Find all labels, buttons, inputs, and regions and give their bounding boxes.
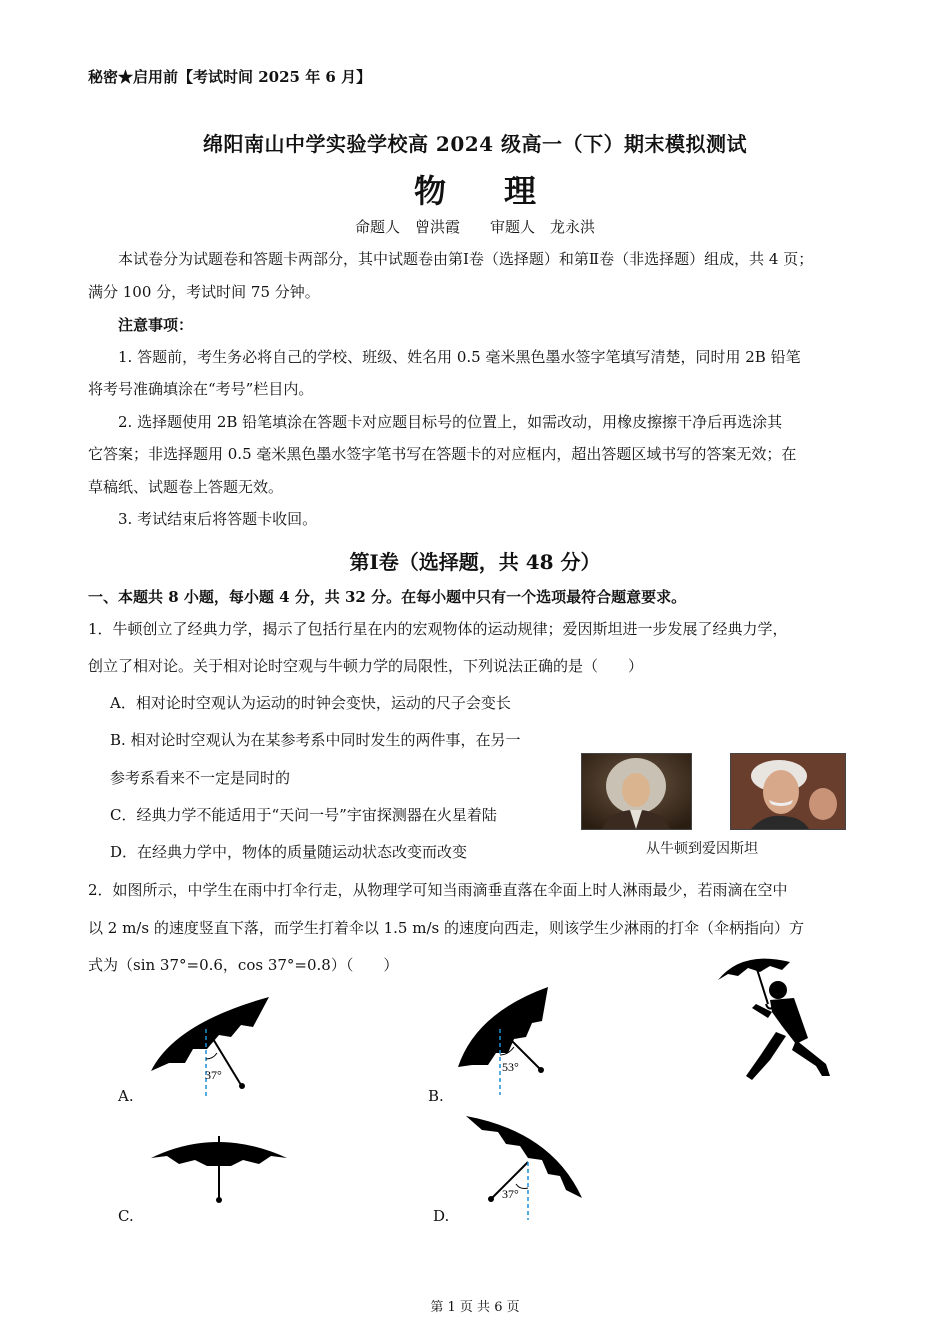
angle-label-b: 53° — [502, 1060, 519, 1074]
q1-stem-line-2: 创立了相对论。关于相对论时空观与牛顿力学的局限性，下列说法正确的是（ ） — [88, 657, 644, 675]
q2-stem-line-3: 式为（sin 37°=0.6，cos 37°=0.8）（ ） — [88, 956, 399, 974]
intro-line-2: 满分 100 分，考试时间 75 分钟。 — [88, 283, 320, 301]
notice-item-1-line-1: 1. 答题前，考生务必将自己的学校、班级、姓名用 0.5 毫米黑色墨水签字笔填写清楚，同时用 2B 铅笔 — [118, 348, 801, 366]
umbrella-option-d-figure — [462, 1112, 587, 1222]
notice-item-2-line-1: 2. 选择题使用 2B 铅笔填涂在答题卡对应题目标号的位置上，如需改动，用橡皮擦擦干净后再选涂其 — [118, 413, 783, 431]
exam-school-title: 绵阳南山中学实验学校高 2024 级高一（下）期末模拟测试 — [202, 132, 748, 156]
notice-item-2-line-3: 草稿纸、试题卷上答题无效。 — [88, 478, 284, 496]
umbrella-option-a-figure — [145, 993, 275, 1103]
intro-line-1: 本试卷分为试题卷和答题卡两部分，其中试题卷由第Ⅰ卷（选择题）和第Ⅱ卷（非选择题）组成，共 4 页； — [118, 250, 814, 268]
q1-option-d: D．在经典力学中，物体的质量随运动状态改变而改变 — [110, 843, 468, 861]
portraits-caption: 从牛顿到爱因斯坦 — [646, 841, 758, 857]
notice-item-1-line-2: 将考号准确填涂在“考号”栏目内。 — [88, 380, 314, 398]
notice-item-3: 3. 考试结束后将答题卡收回。 — [118, 510, 318, 528]
q2-stem-line-2: 以 2 m/s 的速度竖直下落，而学生打着伞以 1.5 m/s 的速度向西走，则该学生少淋雨的打伞（伞柄指向）方 — [88, 919, 804, 937]
section-title: 第Ⅰ卷（选择题，共 48 分） — [349, 550, 601, 574]
q2-stem-line-1: 2．如图所示，中学生在雨中打伞行走，从物理学可知当雨滴垂直落在伞面上时人淋雨最少，若雨滴在空中 — [88, 881, 788, 899]
q1-option-b-line-1: B. 相对论时空观认为在某参考系中同时发生的两件事，在另一 — [110, 731, 521, 749]
notice-heading: 注意事项： — [118, 316, 194, 334]
authors-line: 命题人 曾洪霞 审题人 龙永洪 — [354, 218, 595, 236]
newton-portrait — [581, 753, 692, 830]
einstein-portrait — [730, 753, 846, 830]
option-d-label: D. — [433, 1207, 450, 1225]
option-c-label: C. — [118, 1207, 134, 1225]
page-footer: 第 1 页 共 6 页 — [430, 1300, 520, 1315]
part-one-instruction: 一、本题共 8 小题，每小题 4 分，共 32 分。在每小题中只有一个选项最符合题意要求。 — [88, 588, 687, 606]
student-with-umbrella-figure — [712, 952, 842, 1086]
notice-item-2-line-2: 它答案；非选择题用 0.5 毫米黑色墨水签字笔书写在答题卡的对应框内，超出答题区域书写的答案无效；在 — [88, 445, 797, 463]
q1-option-a: A．相对论时空观认为运动的时钟会变快，运动的尺子会变长 — [110, 694, 511, 712]
confidential-header: 秘密★启用前【考试时间 2025 年 6 月】 — [88, 68, 372, 86]
umbrella-option-c-figure — [147, 1128, 292, 1213]
angle-label-d: 37° — [502, 1187, 519, 1201]
option-b-label: B. — [428, 1087, 444, 1105]
q1-option-c: C．经典力学不能适用于“天问一号”宇宙探测器在火星着陆 — [110, 806, 497, 824]
option-a-label: A. — [118, 1087, 134, 1105]
q1-stem-line-1: 1．牛顿创立了经典力学，揭示了包括行星在内的宏观物体的运动规律；爱因斯坦进一步发展了经典力学， — [88, 620, 788, 638]
q1-option-b-line-2: 参考系看来不一定是同时的 — [110, 769, 291, 787]
subject-title: 物理 — [413, 172, 594, 210]
angle-label-a: 37° — [205, 1068, 222, 1082]
umbrella-option-b-figure — [452, 983, 562, 1103]
